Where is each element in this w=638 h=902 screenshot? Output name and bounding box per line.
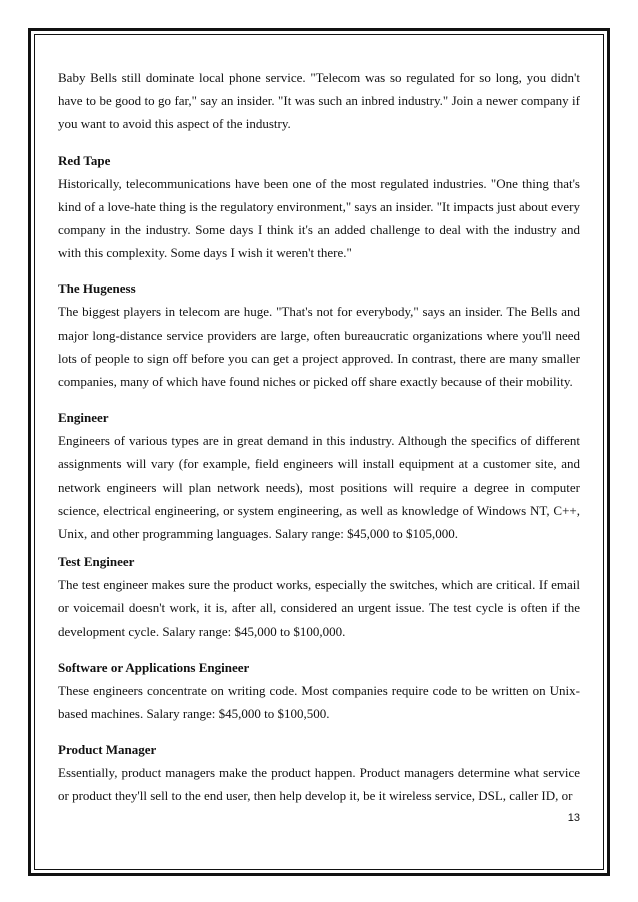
- section-engineer: [58, 406, 580, 545]
- section-heading: Software or Applications Engineer: [58, 659, 250, 675]
- page-content: [58, 66, 580, 808]
- section-test-engineer: [58, 550, 580, 643]
- section-heading: Product Manager: [58, 742, 157, 758]
- section-software-engineer: [58, 656, 580, 725]
- page-number: 13: [567, 812, 580, 824]
- section-body: The biggest players in telecom are huge. "That's not for everybody," says an insider. The Bells and major long-distance service providers are large, often bureaucratic organizations where you'll need lots of people to sign off before you can get a project approved. In contrast, there are many smaller companies, many of which have found niches or picked off share exactly because of their mobility.: [58, 304, 580, 390]
- section-body: The test engineer makes sure the product works, especially the switches, which are critical. If email or voicemail doesn't work, it is, after all, considered an urgent issue. The test cycle is often if the development cycle. Salary range: $45,000 to $100,000.: [58, 577, 580, 639]
- section-body: Historically, telecommunications have been one of the most regulated industries. "One thing that's kind of a love-hate thing is the regulatory environment," says an insider. "It impacts just about every company in the industry. Some days I think it's an added challenge to deal with the industry and with this complexity. Some days I wish it weren't there.": [58, 175, 580, 261]
- section-body: Engineers of various types are in great demand in this industry. Although the specifics of different assignments will vary (for example, field engineers will install equipment at a customer site, and network engineers will plan network needs), most positions will require a degree in computer science, electrical engineering, or system engineering, as well as knowledge of Windows NT, C++, Unix, and other programming languages. Salary range: $45,000 to $105,000.: [58, 433, 580, 542]
- section-heading: Engineer: [58, 410, 109, 426]
- section-product-manager: [58, 738, 580, 807]
- section-body: These engineers concentrate on writing code. Most companies require code to be written on Unix-based machines. Salary range: $45,000 to $100,500.: [58, 682, 580, 722]
- section-heading: The Hugeness: [58, 281, 136, 297]
- section-heading: Test Engineer: [58, 554, 135, 570]
- section-body: Essentially, product managers make the product happen. Product managers determine what service or product they'll sell to the end user, then help develop it, be it wireless service, DSL, caller ID, or: [58, 765, 580, 804]
- section-red-tape: [58, 149, 580, 265]
- section-the-hugeness: [58, 277, 580, 393]
- section-heading: Red Tape: [58, 152, 111, 168]
- intro-paragraph: Baby Bells still dominate local phone service. "Telecom was so regulated for so long, you didn't have to be good to go far," say an insider. "It was such an inbred industry." Join a newer company if you want to avoid this aspect of the industry.: [58, 70, 580, 132]
